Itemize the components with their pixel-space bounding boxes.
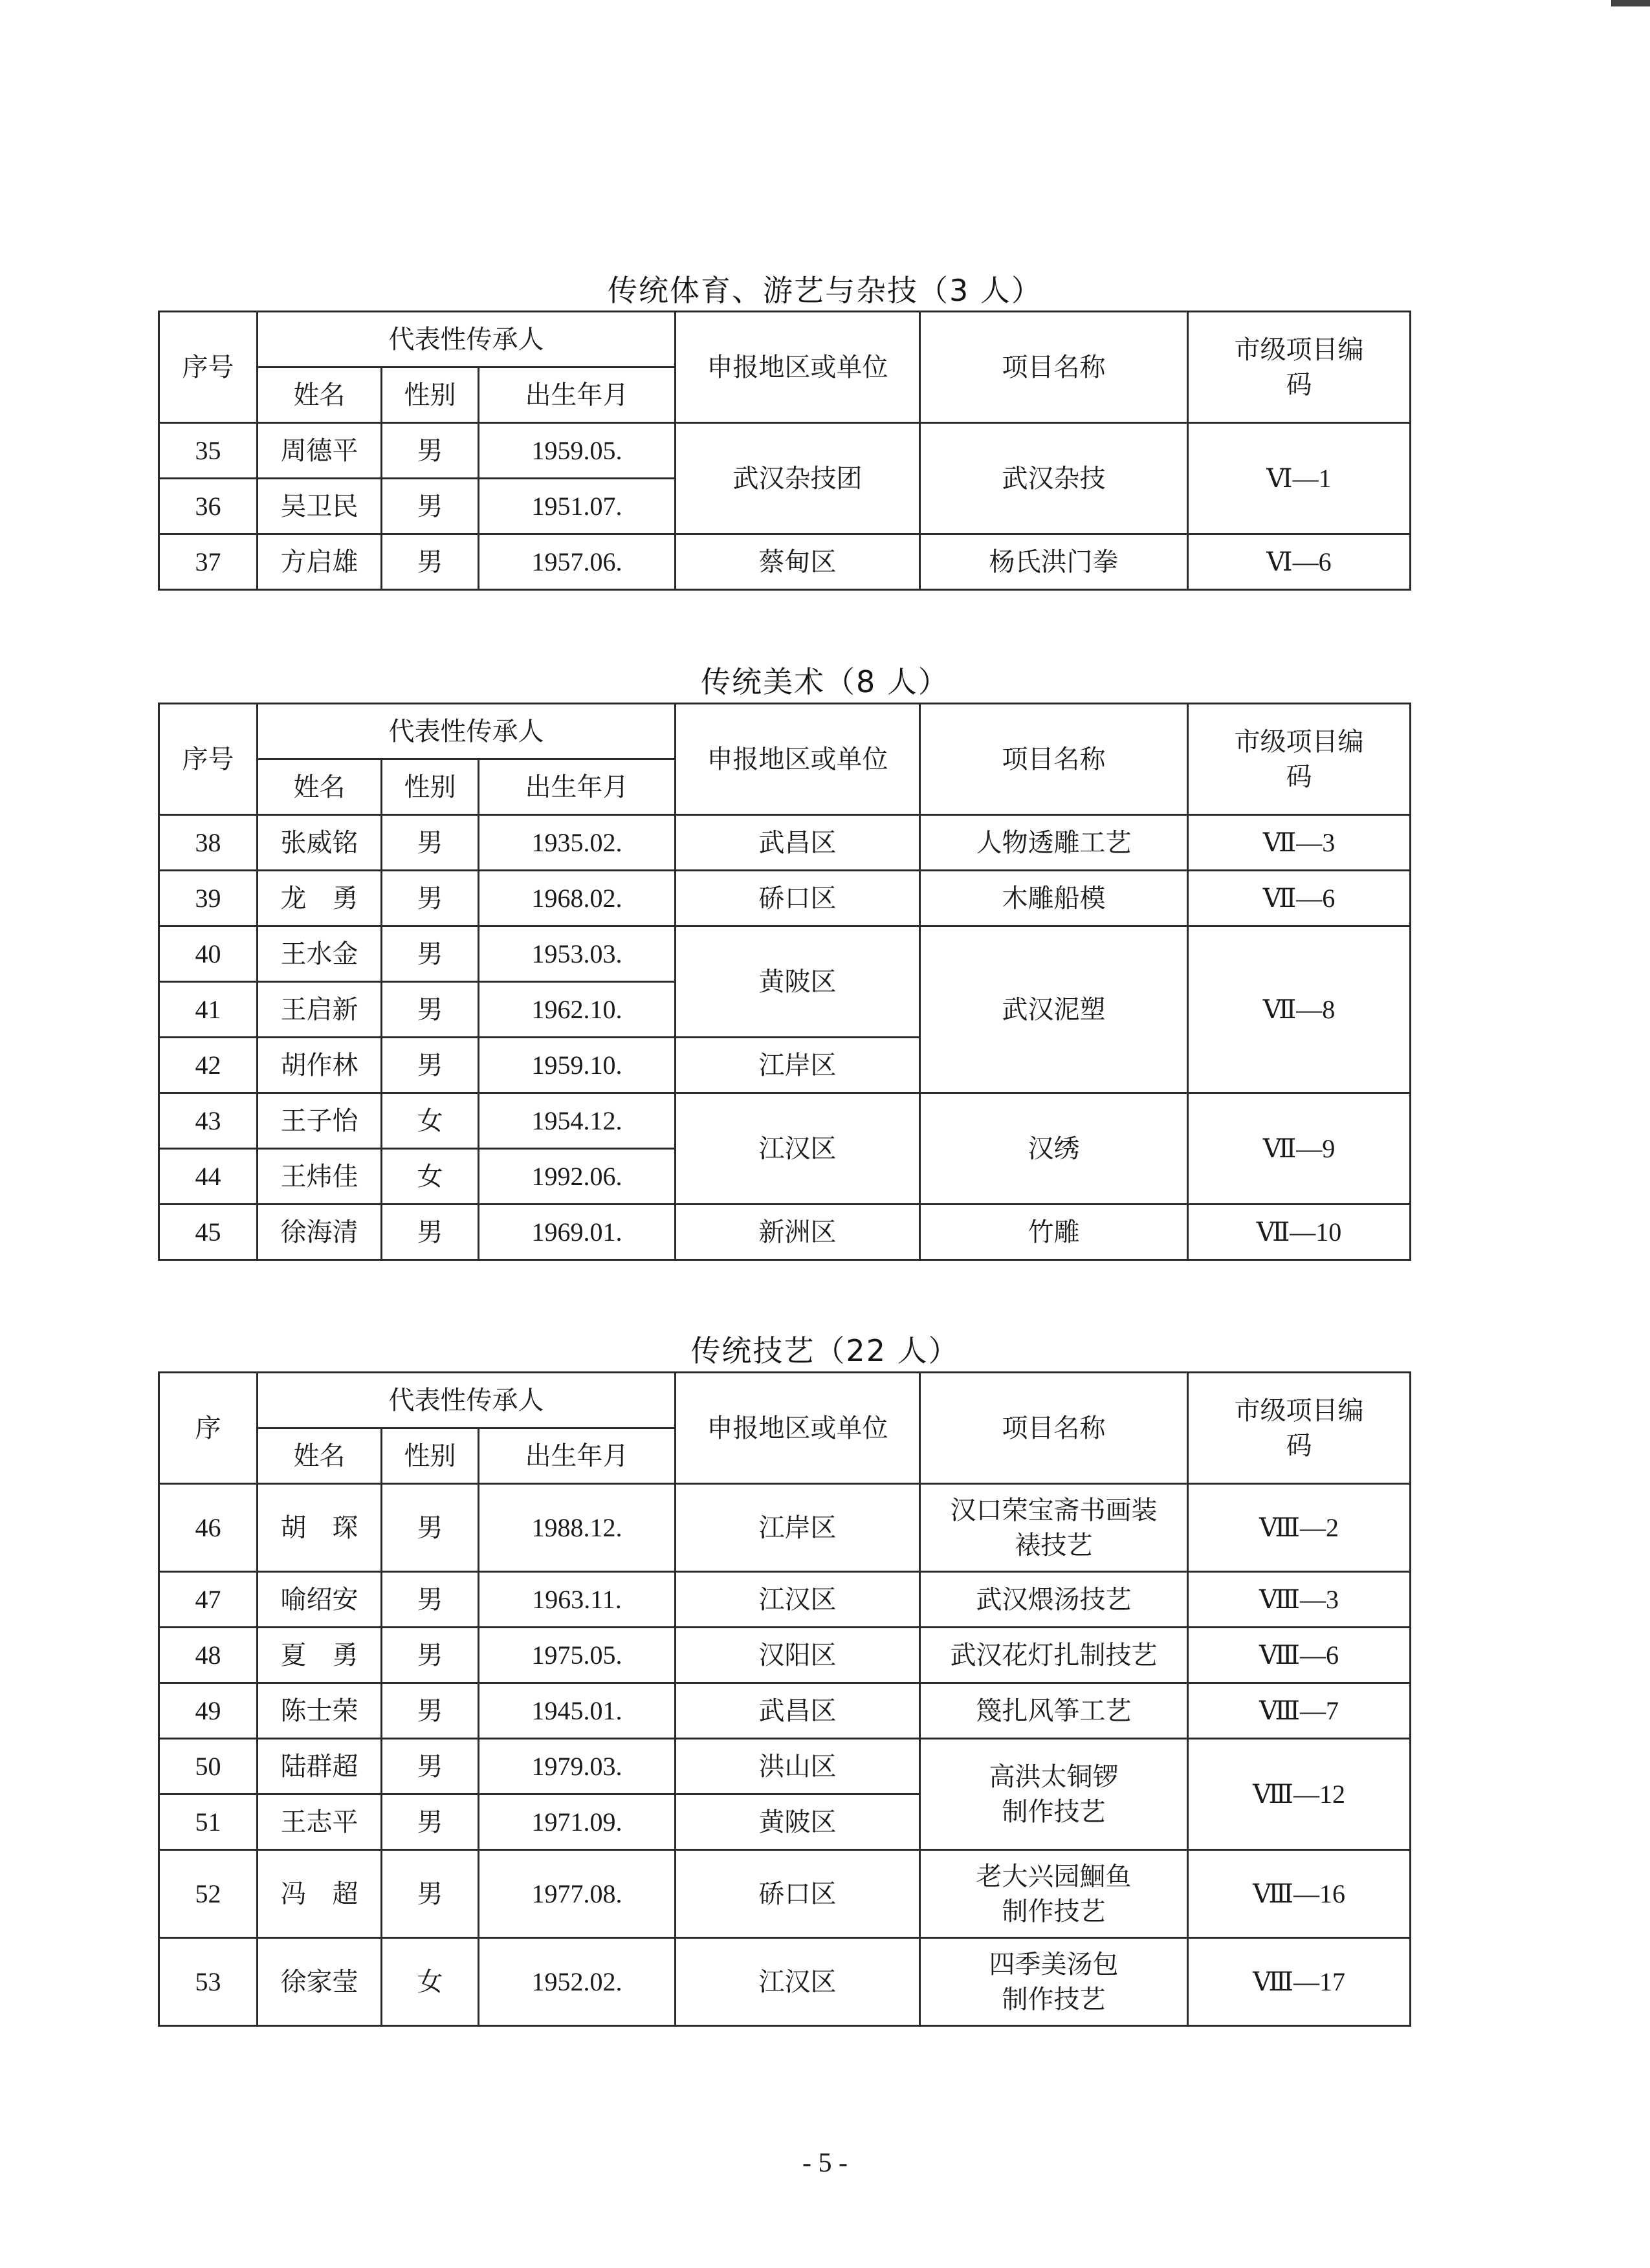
- header-rep: 代表性传承人: [258, 312, 676, 367]
- header-code: 市级项目编 码: [1188, 312, 1411, 423]
- table-row: 41 王启新 男 1962.10.: [159, 982, 1411, 1038]
- table-row: 49 陈士荣 男 1945.01. 武昌区 篾扎风筝工艺 Ⅷ—7: [159, 1683, 1411, 1739]
- table-sports: [158, 311, 1411, 591]
- table-row: 50 陆群超 男 1979.03. 洪山区 高洪太铜锣 制作技艺 Ⅷ—12: [159, 1739, 1411, 1794]
- header-region: 申报地区或单位: [676, 312, 920, 423]
- table-row: 46 胡 琛 男 1988.12. 江岸区 汉口荣宝斋书画装 裱技艺 Ⅷ—2: [159, 1484, 1411, 1572]
- header-birth: 出生年月: [479, 367, 676, 423]
- header-code: 市级项目编 码: [1188, 704, 1411, 815]
- table-row: 53 徐家莹 女 1952.02. 江汉区 四季美汤包 制作技艺 Ⅷ—17: [159, 1938, 1411, 2026]
- header-seq: 序: [159, 1373, 258, 1484]
- header-name: 姓名: [258, 1428, 382, 1484]
- section-title-crafts: 传统技艺（22 人）: [690, 1333, 960, 1368]
- section-title-sports: 传统体育、游艺与杂技（3 人）: [608, 273, 1042, 308]
- table-row: 44 王炜佳 女 1992.06.: [159, 1149, 1411, 1205]
- table-crafts: [158, 1371, 1411, 2027]
- header-region: 申报地区或单位: [676, 704, 920, 815]
- table-row: 43 王子怡 女 1954.12. 江汉区 汉绣 Ⅶ—9: [159, 1093, 1411, 1149]
- header-name: 姓名: [258, 367, 382, 423]
- table-row: 48 夏 勇 男 1975.05. 汉阳区 武汉花灯扎制技艺 Ⅷ—6: [159, 1628, 1411, 1683]
- header-project: 项目名称: [920, 312, 1188, 423]
- header-project: 项目名称: [920, 704, 1188, 815]
- table-row: 38 张威铭 男 1935.02. 武昌区 人物透雕工艺 Ⅶ—3: [159, 815, 1411, 871]
- table-row: 40 王水金 男 1953.03. 黄陂区 武汉泥塑 Ⅶ—8: [159, 926, 1411, 982]
- header-region: 申报地区或单位: [676, 1373, 920, 1484]
- page-number: - 5 -: [802, 2148, 848, 2178]
- section-title-fine-arts: 传统美术（8 人）: [701, 664, 949, 699]
- table-row: 36 吴卫民 男 1951.07.: [159, 479, 1411, 534]
- header-code: 市级项目编 码: [1188, 1373, 1411, 1484]
- header-rep: 代表性传承人: [258, 704, 676, 759]
- header-gender: 性别: [382, 367, 479, 423]
- header-seq: 序号: [159, 704, 258, 815]
- header-rep: 代表性传承人: [258, 1373, 676, 1428]
- table-row: 51 王志平 男 1971.09. 黄陂区: [159, 1794, 1411, 1850]
- table-row: 45 徐海清 男 1969.01. 新洲区 竹雕 Ⅶ—10: [159, 1205, 1411, 1260]
- header-name: 姓名: [258, 759, 382, 815]
- scan-edge-mark: [1611, 0, 1650, 6]
- header-birth: 出生年月: [479, 1428, 676, 1484]
- table-row: 42 胡作林 男 1959.10. 江岸区: [159, 1038, 1411, 1093]
- header-birth: 出生年月: [479, 759, 676, 815]
- table-row: 39 龙 勇 男 1968.02. 硚口区 木雕船模 Ⅶ—6: [159, 871, 1411, 926]
- header-project: 项目名称: [920, 1373, 1188, 1484]
- table-row: 35 周德平 男 1959.05. 武汉杂技团 武汉杂技 Ⅵ—1: [159, 423, 1411, 479]
- table-fine-arts: [158, 703, 1411, 1261]
- table-row: 47 喻绍安 男 1963.11. 江汉区 武汉煨汤技艺 Ⅷ—3: [159, 1572, 1411, 1628]
- table-row: 37 方启雄 男 1957.06. 蔡甸区 杨氏洪门拳 Ⅵ—6: [159, 534, 1411, 590]
- table-row: 52 冯 超 男 1977.08. 硚口区 老大兴园鮰鱼 制作技艺 Ⅷ—16: [159, 1850, 1411, 1938]
- header-gender: 性别: [382, 759, 479, 815]
- header-gender: 性别: [382, 1428, 479, 1484]
- header-seq: 序号: [159, 312, 258, 423]
